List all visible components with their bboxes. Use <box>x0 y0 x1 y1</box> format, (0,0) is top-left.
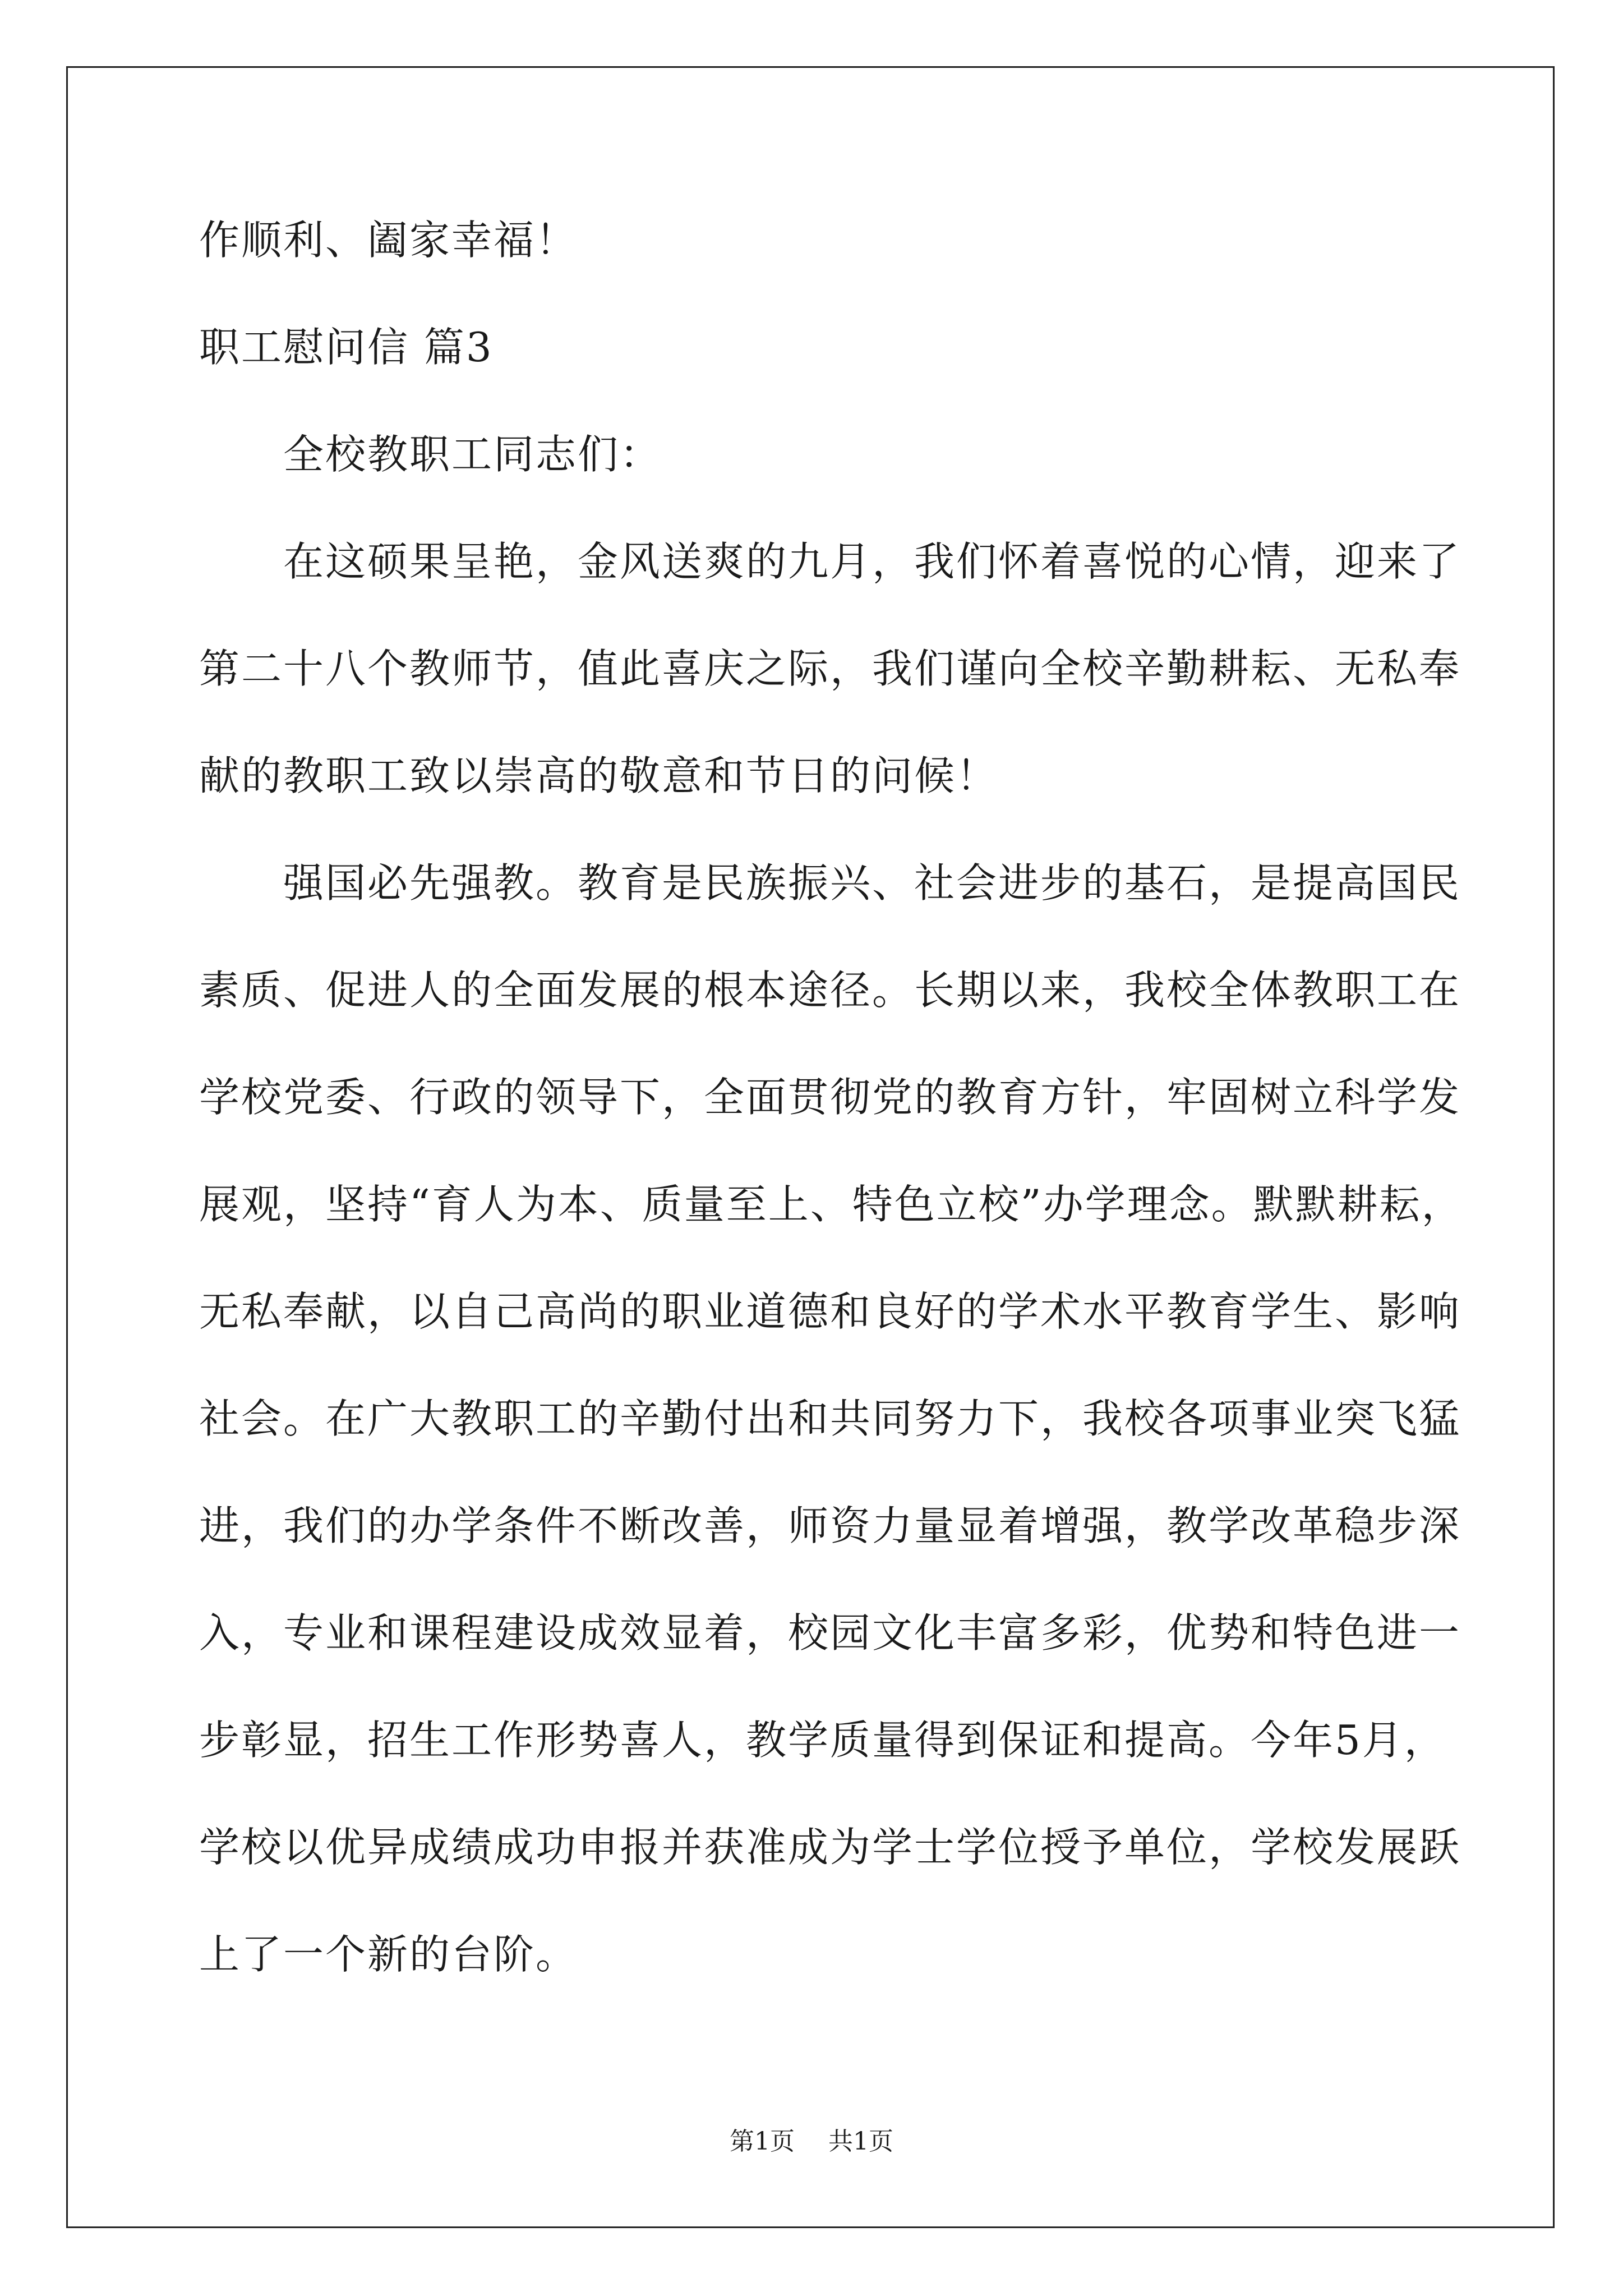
text-line: 步彰显，招生工作形势喜人，教学质量得到保证和提高。今年5月， <box>199 1717 1446 1764</box>
text-line: 入，专业和课程建设成效显着，校园文化丰富多彩，优势和特色进一 <box>199 1609 1461 1657</box>
document-body <box>199 213 1464 2035</box>
text-line: 作顺利、阖家幸福！ <box>199 217 578 264</box>
text-line: 素质、促进人的全面发展的根本途径。长期以来，我校全体教职工在 <box>199 967 1461 1014</box>
salutation: 全校教职工同志们： <box>199 431 662 478</box>
text-line: 第二十八个教师节，值此喜庆之际，我们谨向全校辛勤耕耘、无私奉 <box>199 645 1461 692</box>
text-line: 学校以优异成绩成功申报并获准成为学士学位授予单位，学校发展跃 <box>199 1824 1461 1871</box>
text-line: 进，我们的办学条件不断改善，师资力量显着增强，教学改革稳步深 <box>199 1502 1461 1549</box>
section-heading: 职工慰问信 篇3 <box>199 324 494 371</box>
page-number: 第1页 <box>730 2127 795 2156</box>
text-line: 强国必先强教。教育是民族振兴、社会进步的基石，是提高国民 <box>199 859 1461 907</box>
page-footer <box>0 2125 1623 2159</box>
text-line: 展观，坚持“育人为本、质量至上、特色立校”办学理念。默默耕耘， <box>199 1181 1464 1228</box>
text-line: 学校党委、行政的领导下，全面贯彻党的教育方针，牢固树立科学发 <box>199 1074 1461 1121</box>
page-total: 共1页 <box>828 2127 893 2156</box>
text-line: 上了一个新的台阶。 <box>199 1931 578 1978</box>
text-line: 社会。在广大教职工的辛勤付出和共同努力下，我校各项事业突飞猛 <box>199 1395 1461 1442</box>
text-line: 献的教职工致以崇高的敬意和节日的问候！ <box>199 752 999 799</box>
text-line: 无私奉献，以自己高尚的职业道德和良好的学术水平教育学生、影响 <box>199 1288 1461 1335</box>
text-line: 在这硕果呈艳，金风送爽的九月，我们怀着喜悦的心情，迎来了 <box>199 538 1461 585</box>
